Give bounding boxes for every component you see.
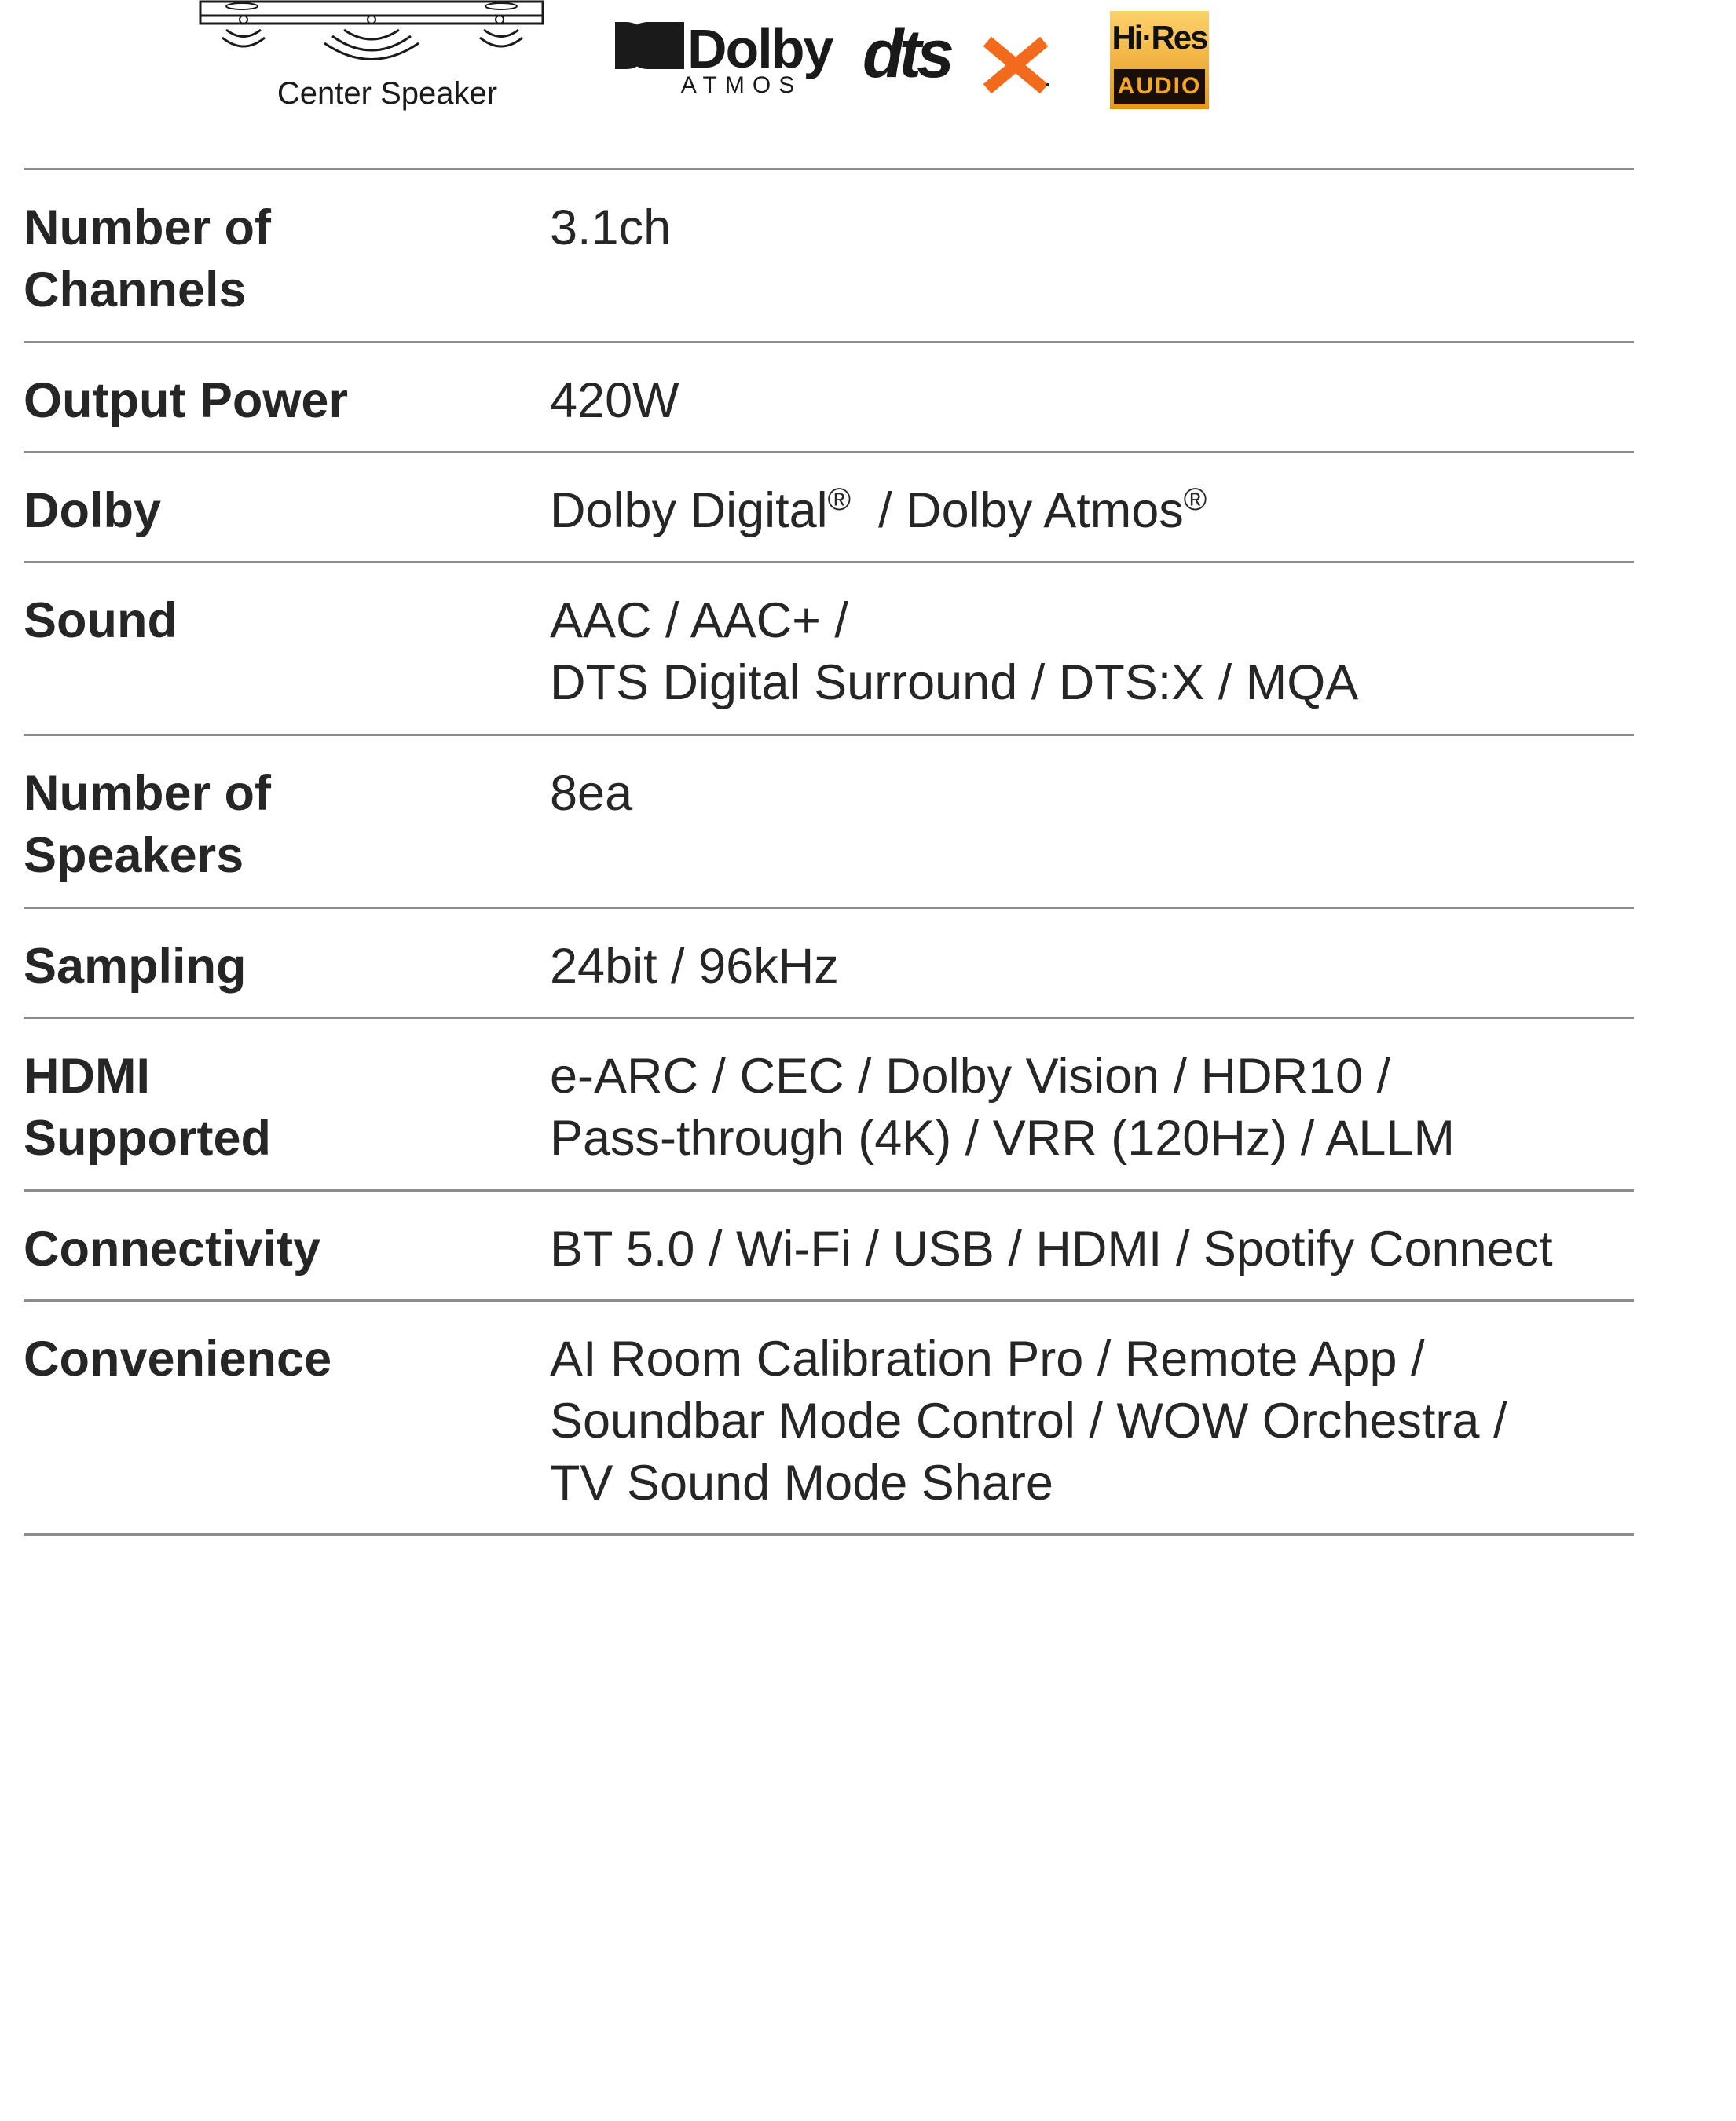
center-speaker-label: Center Speaker (277, 76, 498, 111)
dolby-atmos-logo (615, 17, 833, 104)
registered-mark: ® (827, 482, 852, 517)
spec-label: Sound (24, 593, 178, 648)
atmos-wordmark: ATMOS (680, 72, 803, 98)
spec-table (24, 168, 1634, 1536)
spec-row-hdmi (24, 1019, 1634, 1192)
spec-label: Convenience (24, 1332, 332, 1387)
spec-row-dolby (24, 453, 1634, 563)
spec-row-convenience (24, 1302, 1634, 1536)
dolby-wordmark: Dolby (687, 18, 833, 79)
svg-text:dts: dts (863, 24, 950, 92)
center-speaker-icon (199, 0, 552, 118)
spec-value: AAC / AAC+ / DTS Digital Surround / DTS:X / MQA (550, 593, 1359, 710)
spec-value: e-ARC / CEC / Dolby Vision / HDR10 / Pass-through (4K) / VRR (120Hz) / ALLM (550, 1049, 1455, 1166)
feature-logos (0, 0, 1736, 157)
spec-label: Number of Speakers (24, 766, 271, 883)
spec-row-connectivity (24, 1192, 1634, 1302)
spec-value: 3.1ch (550, 200, 672, 255)
dolby-double-d-icon (615, 22, 686, 69)
spec-value: 420W (550, 373, 679, 428)
dtsx-mark (863, 24, 1059, 94)
hires-audio-logo (1110, 11, 1209, 109)
spec-row-sound (24, 563, 1634, 736)
dolby-atmos-text: / Dolby Atmos (851, 483, 1184, 538)
hires-wordmark: Hi·Res (1112, 19, 1207, 56)
spec-value: AI Room Calibration Pro / Remote App / Soundbar Mode Control / WOW Orchestra / TV Sound Mode Share (550, 1332, 1507, 1511)
spec-row-channels (24, 170, 1634, 343)
spec-label: Dolby (24, 483, 162, 538)
spec-label: Connectivity (24, 1222, 321, 1277)
spec-value: 24bit / 96kHz (550, 939, 839, 994)
spec-row-output-power (24, 343, 1634, 453)
spec-label: Sampling (24, 939, 247, 994)
dolby-digital-text: Dolby Digital (550, 483, 828, 538)
spec-value (550, 453, 1634, 561)
registered-mark: ® (1183, 482, 1207, 517)
spec-value: BT 5.0 / Wi-Fi / USB / HDMI / Spotify Connect (550, 1222, 1553, 1277)
spec-value: 8ea (550, 766, 633, 821)
spec-label: HDMI Supported (24, 1049, 271, 1166)
audio-wordmark: AUDIO (1114, 69, 1205, 104)
soundbar-drawing (199, 0, 552, 75)
spec-label: Output Power (24, 373, 348, 428)
dtsx-logo (863, 24, 1059, 94)
spec-label: Number of Channels (24, 200, 271, 317)
spec-row-speakers (24, 736, 1634, 909)
spec-row-sampling (24, 909, 1634, 1019)
